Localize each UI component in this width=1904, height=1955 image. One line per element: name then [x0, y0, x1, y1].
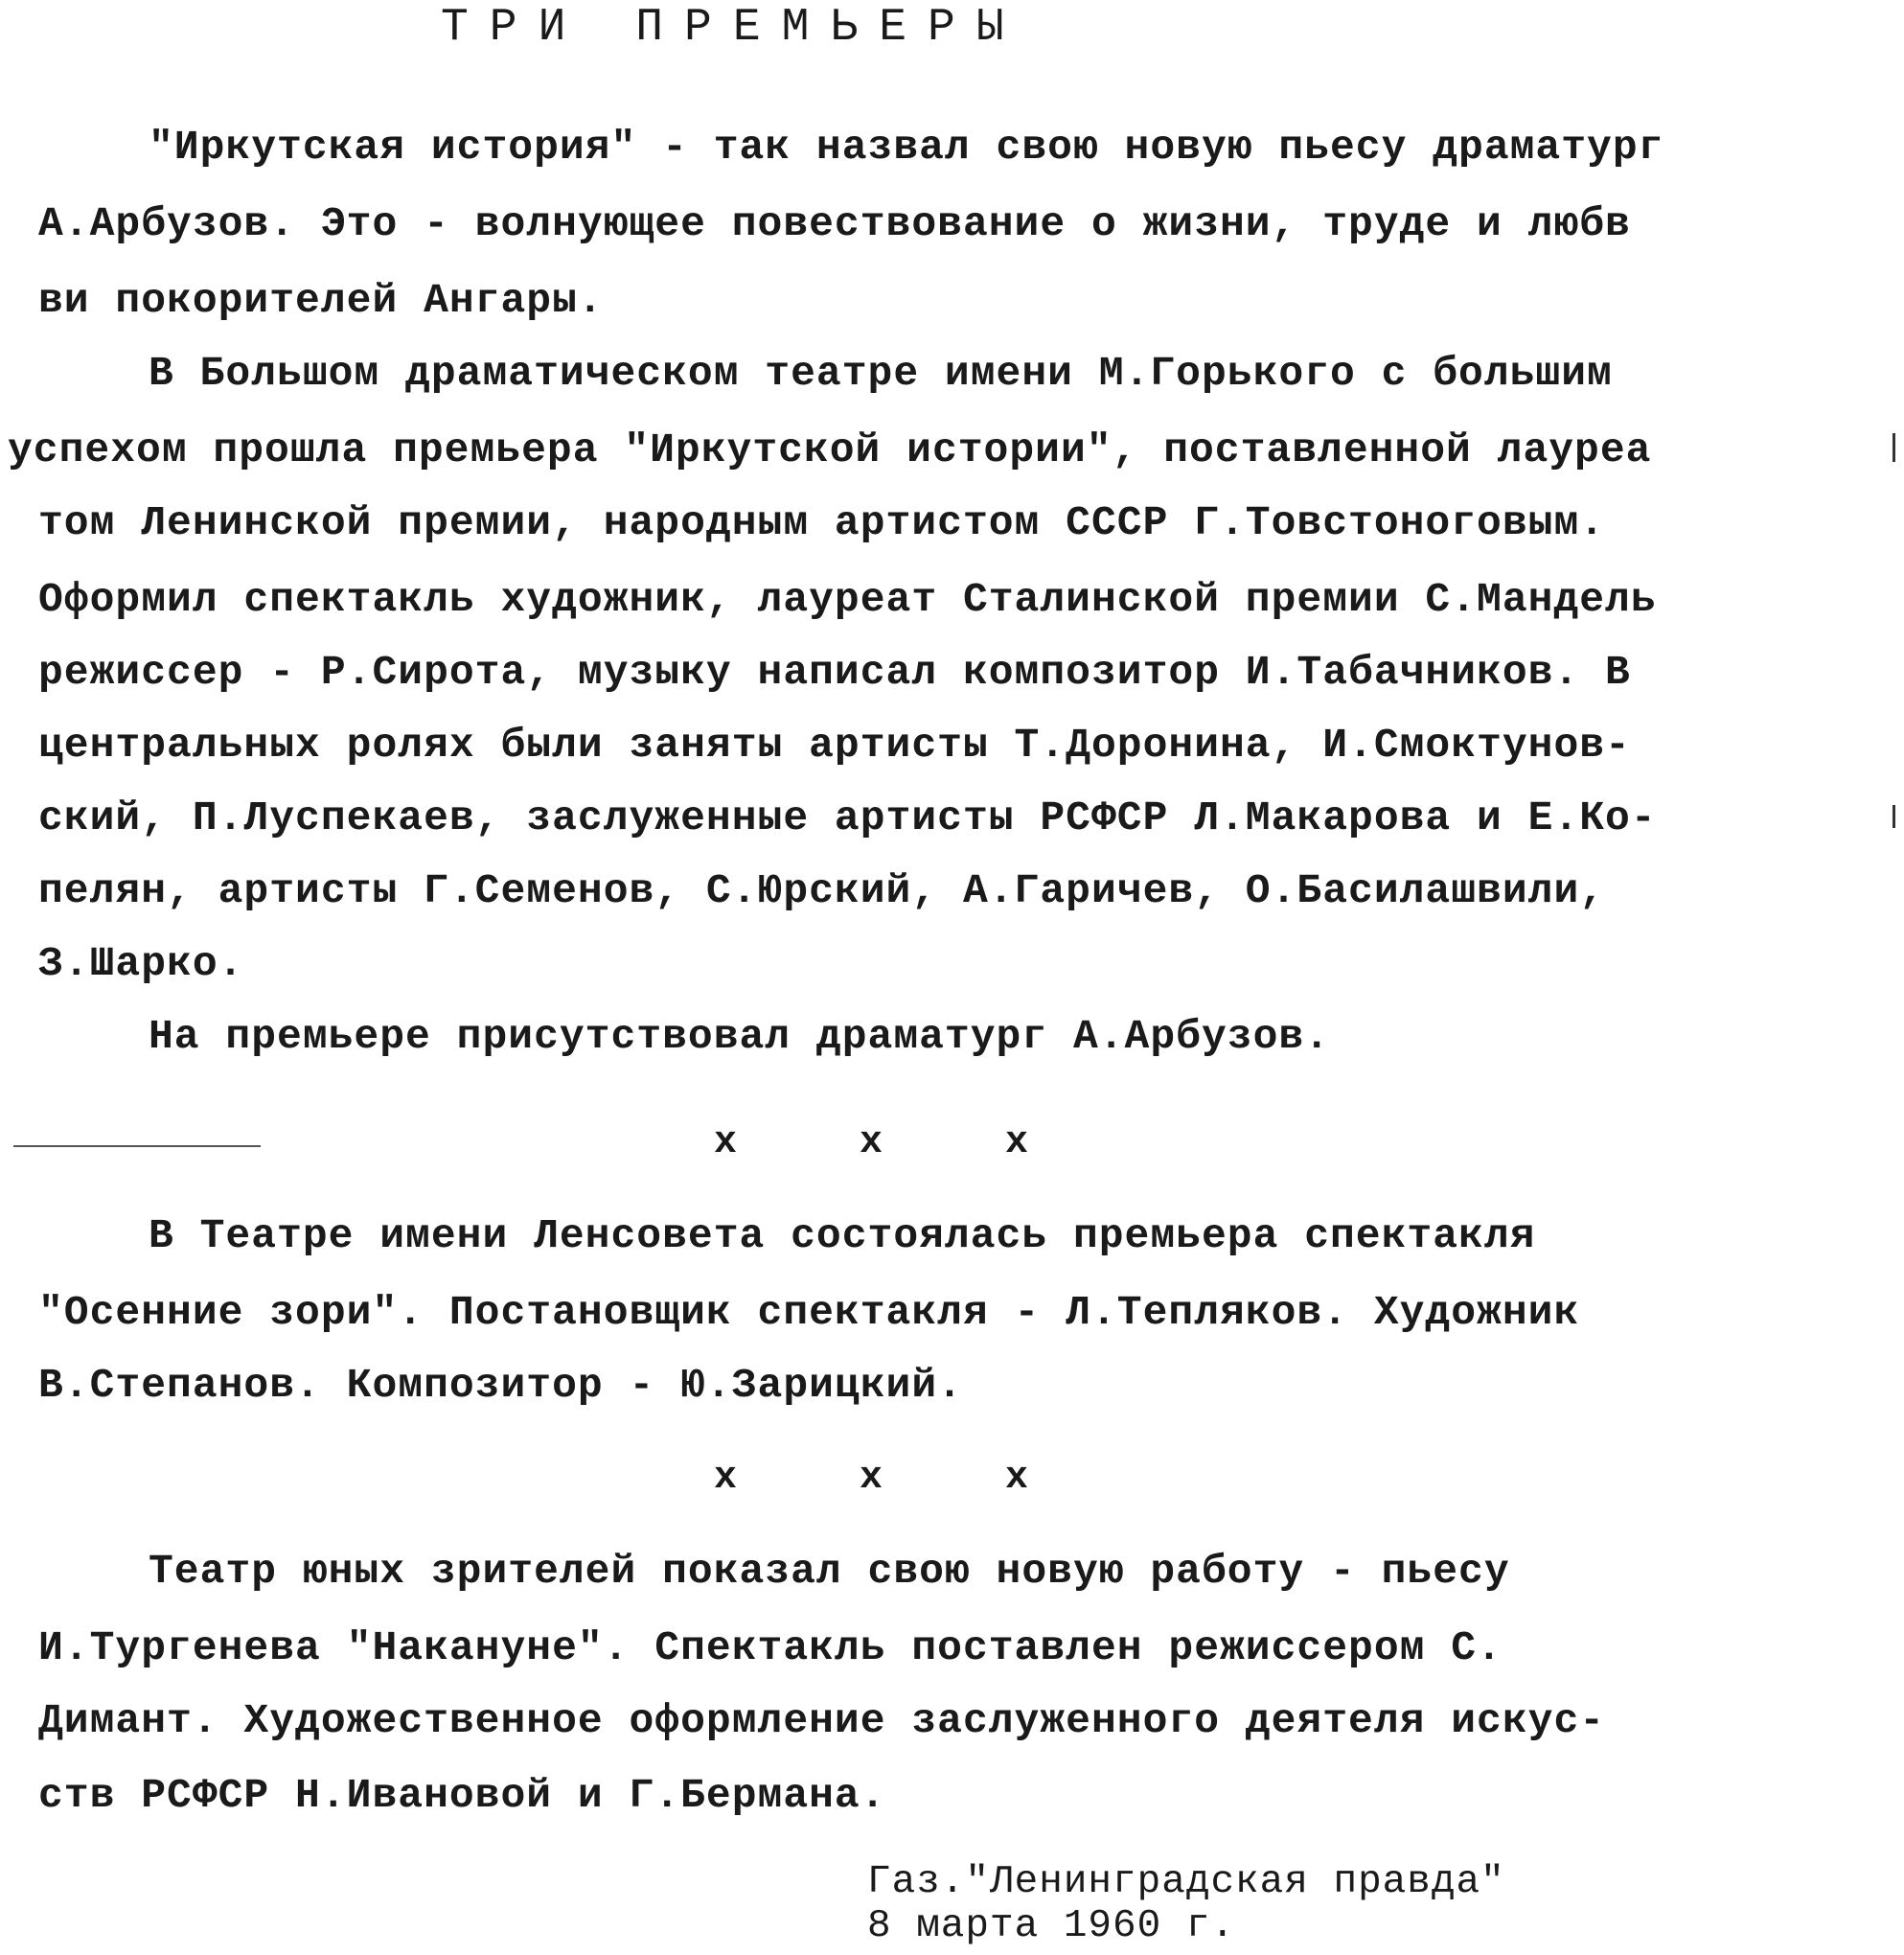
- page-title: ТРИ ПРЕМЬЕРЫ: [441, 2, 1025, 54]
- article3-line-3: Димант. Художественное оформление заслуженного деятеля искус-: [38, 1697, 1606, 1744]
- article1-line-1: "Иркутская история" - так назвал свою новую пьесу драматург: [149, 124, 1664, 171]
- article1-line-12: З.Шарко.: [38, 940, 244, 987]
- article1-line-6: том Ленинской премии, народным артистом СССР Г.Товстоноговым.: [38, 499, 1606, 546]
- article1-line-3: ви покорителей Ангары.: [38, 277, 604, 324]
- section-separator: x x x: [714, 1121, 1079, 1164]
- article3-line-2: И.Тургенева "Накануне". Спектакль поставлен режиссером С.: [38, 1624, 1503, 1671]
- article1-line-13: На премьере присутствовал драматург А.Арбузов.: [149, 1013, 1330, 1060]
- margin-mark: [1893, 805, 1895, 828]
- source-date: 8 марта 1960 г.: [867, 1904, 1236, 1948]
- article1-line-5: успехом прошла премьера "Иркутской истории", поставленной лауреа: [8, 426, 1652, 473]
- article1-line-2: А.Арбузов. Это - волнующее повествование о жизни, труде и любв: [38, 200, 1631, 247]
- article1-line-4: В Большом драматическом театре имени М.Горького с большим: [149, 350, 1613, 397]
- margin-mark: [1893, 433, 1895, 462]
- article1-line-8: режиссер - Р.Сирота, музыку написал композитор И.Табачников. В: [38, 649, 1631, 696]
- article3-line-1: Театр юных зрителей показал свою новую работу - пьесу: [149, 1548, 1510, 1595]
- source-newspaper: Газ."Ленинградская правда": [867, 1860, 1505, 1904]
- article1-line-11: пелян, артисты Г.Семенов, С.Юрский, А.Гаричев, О.Басилашвили,: [38, 867, 1606, 914]
- article1-line-9: центральных ролях были заняты артисты Т.Доронина, И.Смоктунов-: [38, 722, 1631, 769]
- section-separator: x x x: [714, 1457, 1079, 1500]
- article1-line-7: Оформил спектакль художник, лауреат Сталинской премии С.Мандель: [38, 576, 1657, 623]
- article2-line-3: В.Степанов. Композитор - Ю.Зарицкий.: [38, 1362, 963, 1409]
- article3-line-4: ств РСФСР Н.Ивановой и Г.Бермана.: [38, 1772, 886, 1819]
- article1-line-10: ский, П.Луспекаев, заслуженные артисты РСФСР Л.Макарова и Е.Ко-: [38, 794, 1657, 841]
- article2-line-2: "Осенние зори". Постановщик спектакля - Л.Тепляков. Художник: [38, 1289, 1580, 1336]
- margin-rule: [13, 1145, 261, 1147]
- article2-line-1: В Театре имени Ленсовета состоялась премьера спектакля: [149, 1212, 1536, 1259]
